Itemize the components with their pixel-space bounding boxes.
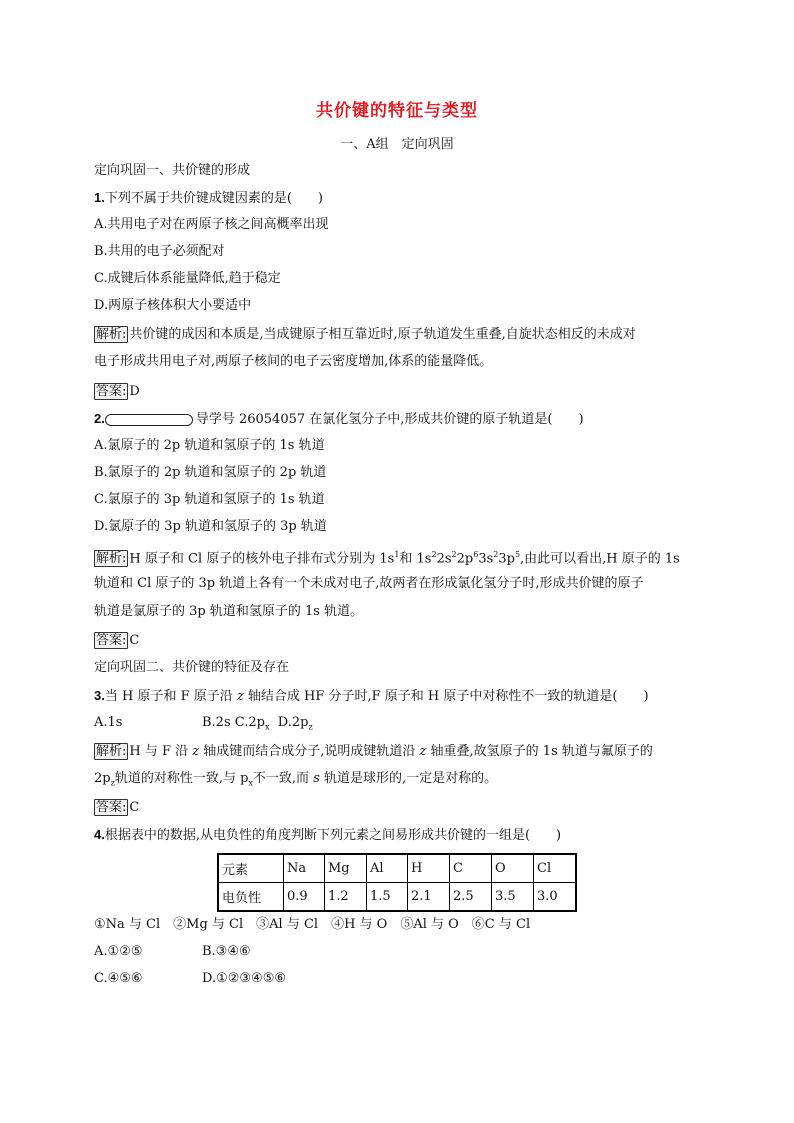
table-cell: C: [450, 854, 492, 883]
table-cell: 3.5: [492, 883, 534, 912]
section-heading-2: 定向巩固二、共价键的特征及存在: [94, 660, 290, 675]
q2-analysis-line1: 解析: H 原子和 Cl 原子的核外电子排布式分别为 $1s^1$和 $1s^22s^22p^63s^23p^5$,由此可以看出,H 原子的 1s: [96, 550, 680, 567]
q2-option-d: D.氯原子的 3p 轨道和氢原子的 3p 轨道: [94, 519, 327, 534]
q1-analysis-line2: 电子形成共用电子对,两原子核间的电子云密度增加,体系的能量降低。: [94, 354, 493, 369]
table-cell: 1.2: [325, 883, 367, 912]
q3-option-c: $C.2p_x$: [234, 715, 270, 732]
question-number: 4.: [94, 827, 105, 842]
table-cell: Cl: [534, 854, 577, 883]
q2-analysis-line3: 轨道是氯原子的 3p 轨道和氢原子的 1s 轨道。: [94, 604, 364, 619]
q1-option-b: B.共用的电子必须配对: [94, 244, 225, 259]
page-title: 共价键的特征与类型: [316, 101, 478, 121]
q2-answer: 答案: C: [96, 633, 140, 648]
q4-options-row2: [94, 971, 286, 987]
q2-option-b: B.氯原子的 2p 轨道和氢原子的 2p 轨道: [94, 465, 327, 480]
table-cell: 电负性: [218, 883, 284, 912]
analysis-label: 解析:: [96, 744, 127, 759]
rounded-box-placeholder: [105, 414, 193, 426]
section-heading-1: 定向巩固一、共价键的形成: [94, 163, 251, 178]
answer-label: 答案:: [96, 633, 127, 648]
table-cell: H: [408, 854, 450, 883]
q2-analysis-line2: 轨道和 Cl 原子的 3p 轨道上各有一个未成对电子,故两者在形成氯化氢分子时,形成共价键的原子: [94, 576, 644, 591]
table-cell: Al: [367, 854, 408, 883]
q3-analysis-line1: 解析: H 与 F 沿 z 轴成键而结合成分子,说明成键轨道沿 z 轴重叠,故氢原子的 1s 轨道与氟原子的: [96, 744, 653, 759]
q1-analysis-line1: 解析: 共价键的成因和本质是,当成键原子相互靠近时,原子轨道发生重叠,自旋状态相反的未成对: [96, 327, 636, 342]
q2-option-c: C.氯原子的 3p 轨道和氢原子的 1s 轨道: [94, 492, 325, 507]
q3-option-b: B.2s: [202, 715, 231, 730]
electronegativity-table: [217, 853, 577, 912]
question-number: 1.: [94, 190, 105, 205]
q1-option-a: A.共用电子对在两原子核之间高概率出现: [94, 217, 329, 232]
table-cell: O: [492, 854, 534, 883]
question-2-stem: 2. 导学号 26054057 在氯化氢分子中,形成共价键的原子轨道是( ): [94, 411, 584, 427]
q4-option-d: D.①②③④⑤⑥: [202, 971, 287, 986]
table-cell: 2.5: [450, 883, 492, 912]
table-cell: 2.1: [408, 883, 450, 912]
table-row: [218, 883, 576, 912]
table-cell: Mg: [325, 854, 367, 883]
q4-option-c: C.④⑤⑥: [94, 971, 143, 986]
q1-option-d: D.两原子核体积大小要适中: [94, 298, 252, 313]
q4-option-b: B.③④⑥: [202, 944, 251, 959]
q1-answer: 答案: D: [96, 384, 140, 399]
question-4-stem: 4.根据表中的数据,从电负性的角度判断下列元素之间易形成共价键的一组是( ): [94, 827, 562, 843]
question-3-stem: 3.当 H 原子和 F 原子沿 z 轴结合成 HF 分子时,F 原子和 H 原子中对称性不一致的轨道是( ): [94, 688, 649, 704]
analysis-label: 解析:: [96, 327, 127, 342]
q4-options-row1: [94, 944, 251, 960]
analysis-label: 解析:: [96, 551, 127, 567]
question-number: 3.: [94, 688, 105, 703]
q3-option-a: A.1s: [94, 715, 123, 730]
q2-option-a: A.氯原子的 2p 轨道和氢原子的 1s 轨道: [94, 438, 325, 453]
group-heading: 一、A组 定向巩固: [340, 137, 454, 152]
q3-answer: 答案: C: [96, 800, 140, 815]
table-cell: Na: [284, 854, 325, 883]
q3-option-d: $D.2p_z$: [277, 715, 313, 732]
answer-label: 答案:: [96, 384, 127, 399]
table-cell: 1.5: [367, 883, 408, 912]
q1-option-c: C.成键后体系能量降低,趋于稳定: [94, 271, 281, 286]
question-1-stem: 1.下列不属于共价键成键因素的是( ): [94, 190, 323, 206]
question-number: 2.: [94, 411, 105, 426]
table-cell: 元素: [218, 854, 284, 883]
q4-option-a: A.①②⑤: [94, 944, 143, 959]
q4-pairs: ①Na 与 Cl ②Mg 与 Cl ③Al 与 Cl ④H 与 O ⑤Al 与 O ⑥C 与 Cl: [94, 917, 531, 932]
table-cell: 0.9: [284, 883, 325, 912]
answer-label: 答案:: [96, 800, 127, 815]
table-cell: 3.0: [534, 883, 577, 912]
q3-analysis-line2: $2p_z$轨道的对称性一致,与 $p_x$不一致,而 s 轨道是球形的,一定是对称的。: [94, 771, 498, 788]
q3-options: [94, 715, 313, 736]
table-row: [218, 854, 576, 883]
